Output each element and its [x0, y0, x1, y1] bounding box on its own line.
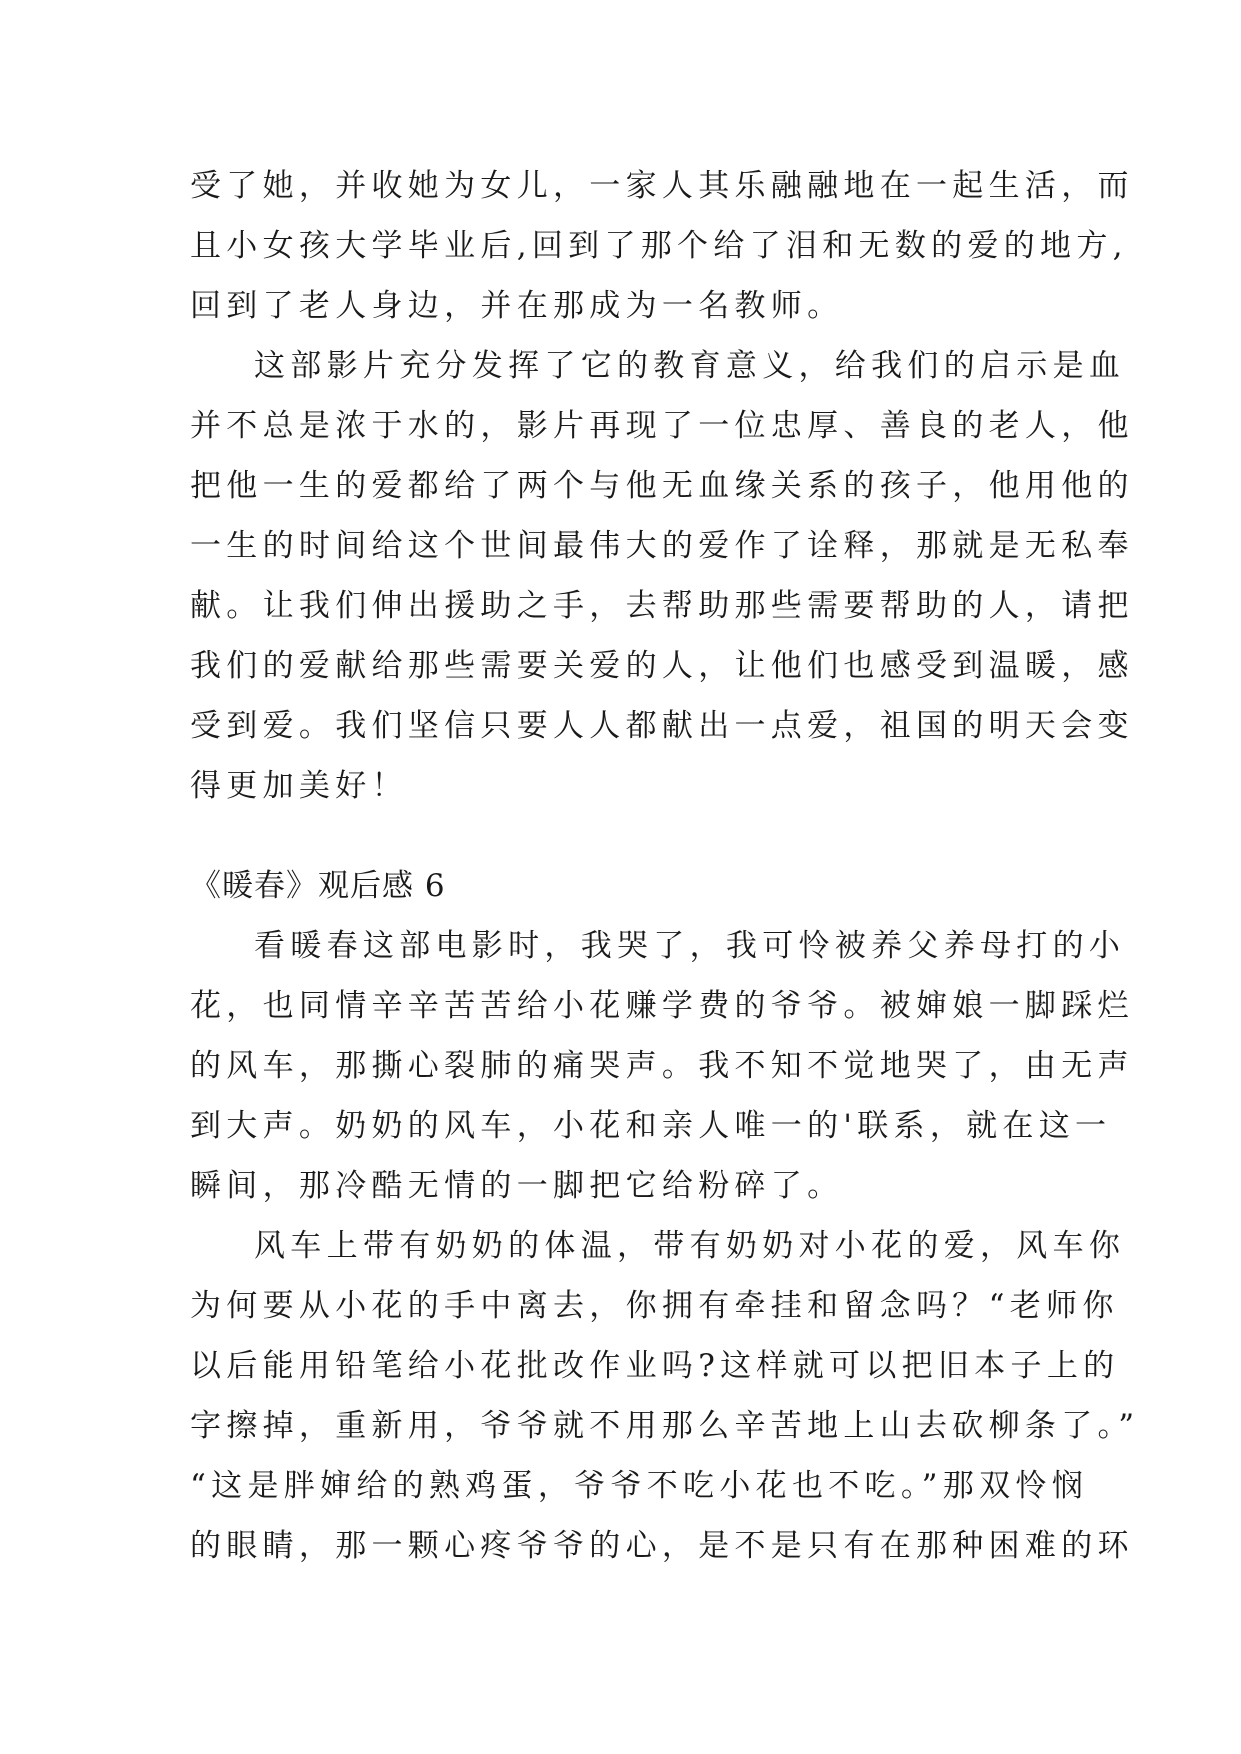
paragraph-line: 看暖春这部电影时，我哭了，我可怜被养父养母打的小	[254, 928, 1126, 964]
paragraph-line: 到大声。奶奶的风车，小花和亲人唯一的'联系，就在这一	[190, 1108, 1112, 1144]
paragraph-line: 为何要从小花的手中离去，你拥有牵挂和留念吗？“老师你	[190, 1288, 1119, 1324]
paragraph-line: 并不总是浓于水的，影片再现了一位忠厚、善良的老人，他	[190, 408, 1134, 444]
paragraph-line: 得更加美好！	[190, 768, 408, 804]
paragraph-line: 花，也同情辛辛苦苦给小花赚学费的爷爷。被婶娘一脚踩烂	[190, 988, 1134, 1024]
paragraph-line: 受到爱。我们坚信只要人人都献出一点爱，祖国的明天会变	[190, 708, 1134, 744]
paragraph-line: 且小女孩大学毕业后,回到了那个给了泪和无数的爱的地方,	[190, 228, 1128, 264]
paragraph-line: 受了她，并收她为女儿，一家人其乐融融地在一起生活，而	[190, 168, 1134, 204]
paragraph-line: 献。让我们伸出援助之手，去帮助那些需要帮助的人，请把	[190, 588, 1134, 624]
paragraph-line: “这是胖婶给的熟鸡蛋，爷爷不吃小花也不吃。”那双怜悯	[190, 1468, 1088, 1504]
paragraph-line: 风车上带有奶奶的体温，带有奶奶对小花的爱，风车你	[254, 1228, 1126, 1264]
paragraph-line: 回到了老人身边，并在那成为一名教师。	[190, 288, 844, 324]
paragraph-line: 一生的时间给这个世间最伟大的爱作了诠释，那就是无私奉	[190, 528, 1134, 564]
paragraph-line: 瞬间，那冷酷无情的一脚把它给粉碎了。	[190, 1168, 844, 1204]
paragraph-line: 以后能用铅笔给小花批改作业吗?这样就可以把旧本子上的	[190, 1348, 1120, 1384]
section-heading: 《暖春》观后感 6	[190, 868, 446, 904]
paragraph-line: 把他一生的爱都给了两个与他无血缘关系的孩子，他用他的	[190, 468, 1134, 504]
paragraph-line: 我们的爱献给那些需要关爱的人，让他们也感受到温暖，感	[190, 648, 1134, 684]
paragraph-line: 的眼睛，那一颗心疼爷爷的心，是不是只有在那种困难的环	[190, 1528, 1134, 1564]
paragraph-line: 这部影片充分发挥了它的教育意义，给我们的启示是血	[254, 348, 1126, 384]
paragraph-line: 的风车，那撕心裂肺的痛哭声。我不知不觉地哭了，由无声	[190, 1048, 1134, 1084]
paragraph-line: 字擦掉，重新用，爷爷就不用那么辛苦地上山去砍柳条了。”	[190, 1408, 1140, 1444]
